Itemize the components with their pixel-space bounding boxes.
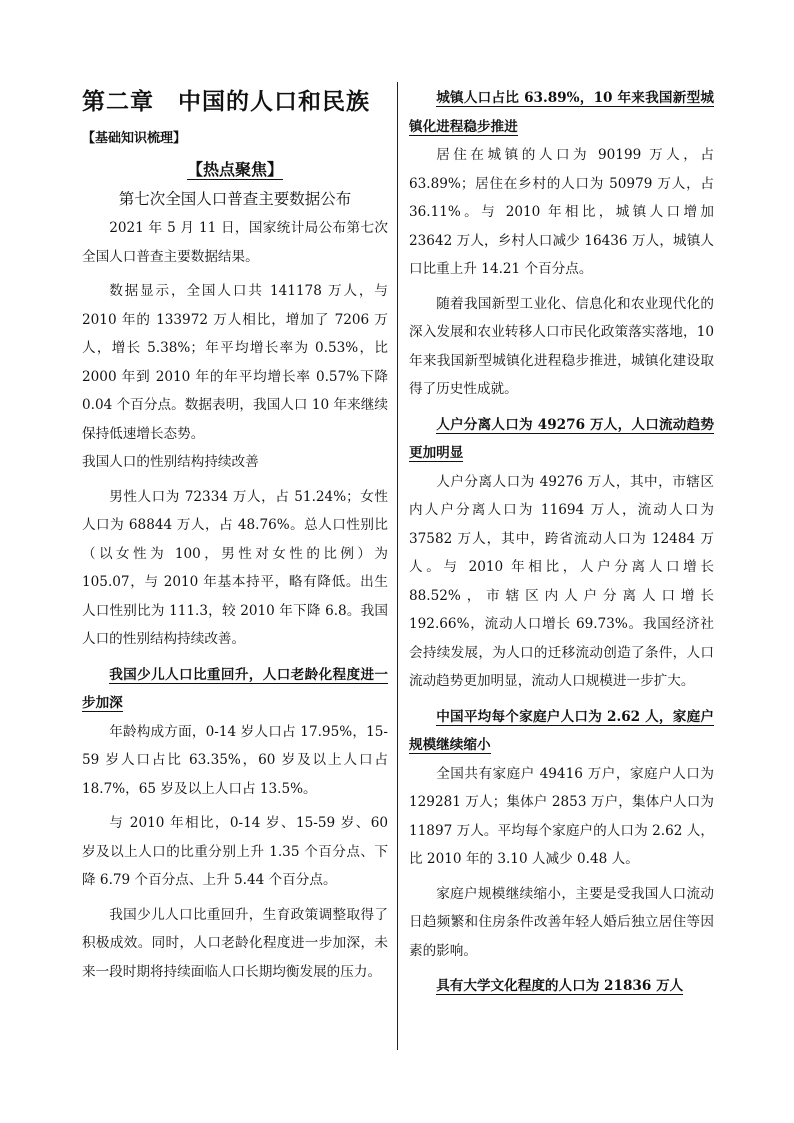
section-title: 第七次全国人口普查主要数据公布 [118, 190, 352, 208]
paragraph: 数据显示，全国人口共 141178 万人，与 2010 年的 133972 万人相比，增加了 7206 万人，增长 5.38%；年平均增长率为 0.53%，比 2000 年到 2010 年的年平均增长率 0.57%下降 0.04 个百分点。数据表明，我国人口 10 年来继续保持低速增长态势。 [82, 283, 388, 442]
bold-heading-text: 中国平均每个家庭户人口为 2.62 人，家庭户规模继续缩小 [409, 708, 714, 753]
paragraph: 年龄构成方面，0-14 岁人口占 17.95%，15-59 岁人口占比 63.35%，60 岁及以上人口占 18.7%，65 岁及以上人口占 13.5%。 [82, 723, 388, 797]
paragraph: 人户分离人口为 49276 万人，其中，市辖区内人户分离人口为 11694 万人，流动人口为 37582 万人，其中，跨省流动人口为 12484 万人。与 2010 年相比，人户分离人口增长 88.52%，市辖区内人户分离人口增长 192.66%，流动人口增长 69.73%。我国经济社会持续发展，为人口的迁移流动创造了条件，人口流动趋势更加明显，流动人口规模进一步扩大。 [409, 473, 714, 689]
bold-heading [409, 411, 714, 468]
chapter-number: 第二章 [82, 88, 154, 115]
chapter-title [82, 82, 388, 122]
bold-heading-text: 城镇人口占比 63.89%，10 年来我国新型城镇化进程稳步推进 [409, 90, 714, 135]
subheading-text: 我国人口的性别结构持续改善 [82, 454, 259, 470]
hotspot-label: 【热点聚焦】 [186, 160, 283, 179]
bold-heading-text: 人户分离人口为 49276 万人，人口流动趋势更加明显 [409, 416, 714, 461]
chapter-name: 中国的人口和民族 [178, 88, 370, 115]
paragraph: 随着我国新型工业化、信息化和农业现代化的深入发展和农业转移人口市民化政策落实落地，10 年来我国新型城镇化进程稳步推进，城镇化建设取得了历史性成就。 [409, 295, 714, 397]
paragraph: 与 2010 年相比，0-14 岁、15-59 岁、60 岁及以上人口的比重分别上升 1.35 个百分点、下降 6.79 个百分点、上升 5.44 个百分点。 [82, 815, 388, 888]
paragraph: 2021 年 5 月 11 日，国家统计局公布第七次全国人口普查主要数据结果。 [82, 220, 388, 265]
paragraph: 居住在城镇的人口为 90199 万人，占 63.89%；居住在乡村的人口为 50979 万人，占 36.11%。与 2010 年相比，城镇人口增加 23642 万人，乡村人口减少 16436 万人，城镇人口比重上升 14.21 个百分点。 [409, 147, 714, 277]
bold-heading [409, 84, 714, 141]
column-divider [397, 82, 398, 1050]
paragraph: 我国少儿人口比重回升，生育政策调整取得了积极成效。同时，人口老龄化程度进一步加深，未来一段时期将持续面临人口长期均衡发展的压力。 [82, 906, 388, 980]
basic-knowledge-tag: 【基础知识梳理】 [82, 131, 187, 146]
bold-heading [409, 972, 714, 1001]
bold-heading [409, 703, 714, 760]
paragraph: 男性人口为 72334 万人，占 51.24%；女性人口为 68844 万人，占 48.76%。总人口性别比（以女性为 100，男性对女性的比例）为 105.07，与 2010 年基本持平，略有降低。出生人口性别比为 111.3，较 2010 年下降 6.8。我国人口的性别结构持续改善。 [82, 488, 388, 647]
bold-heading-text: 我国少儿人口比重回升，人口老龄化程度进一步加深 [82, 666, 388, 711]
bold-heading [82, 661, 388, 718]
paragraph: 全国共有家庭户 49416 万户，家庭户人口为 129281 万人；集体户 2853 万户，集体户人口为 11897 万人。平均每个家庭户的人口为 2.62 人，比 2010 年的 3.10 人减少 0.48 人。 [409, 765, 714, 867]
paragraph: 家庭户规模继续缩小，主要是受我国人口流动日趋频繁和住房条件改善年轻人婚后独立居住等因素的影响。 [409, 885, 714, 959]
right-column [409, 82, 714, 1001]
hotspot-heading [82, 158, 388, 182]
bold-heading-text: 具有大学文化程度的人口为 21836 万人 [436, 978, 684, 994]
left-column [82, 82, 388, 986]
